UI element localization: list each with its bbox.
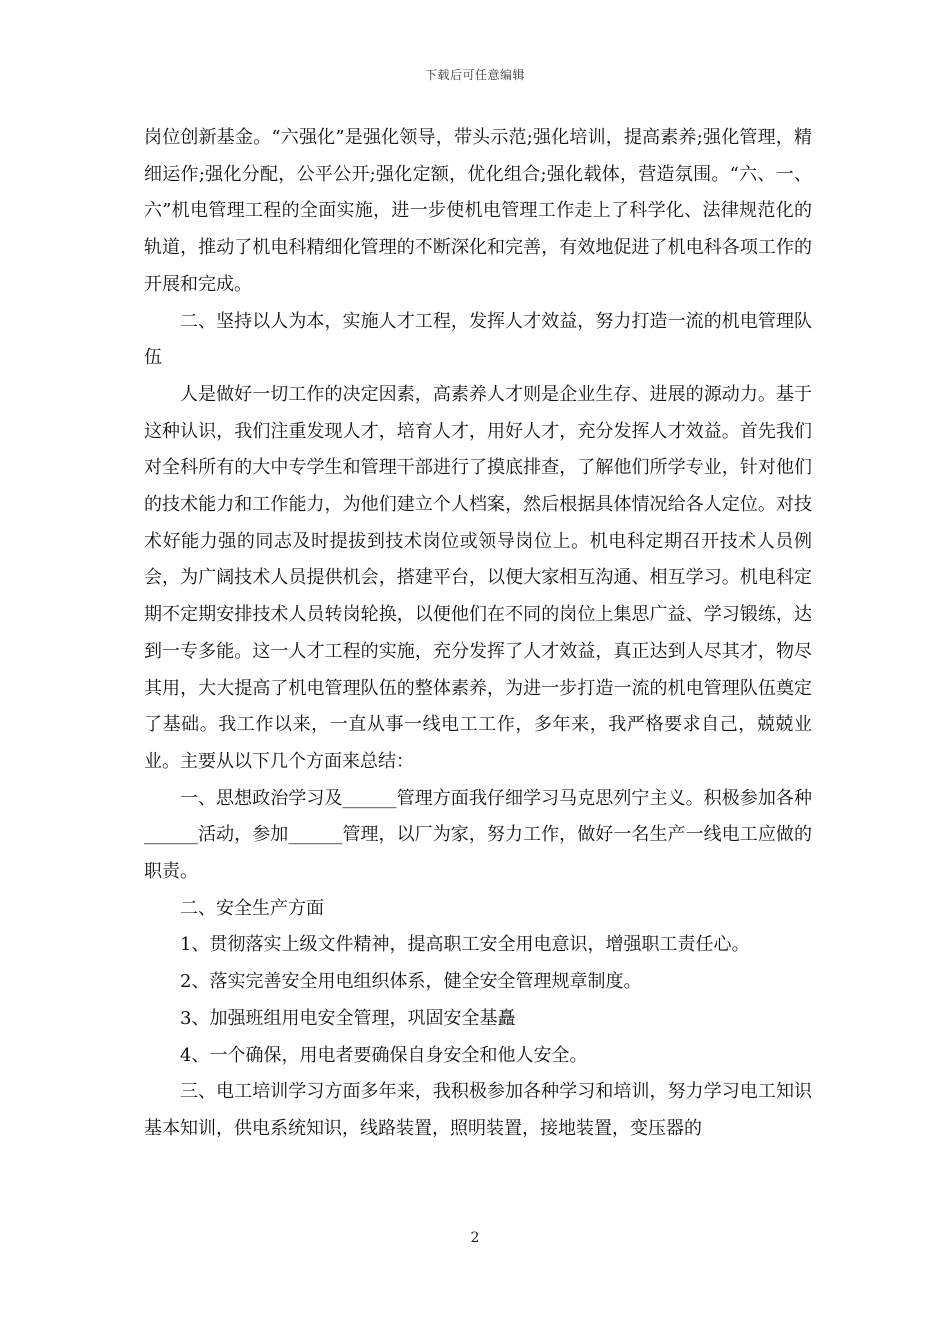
list-item: 4、一个确保，用电者要确保自身安全和他人安全。 [180, 1044, 588, 1066]
section-heading-talent: 二、坚持以人为本，实施人才工程，发挥人才效益，努力打造一流的机电管理队伍 [144, 310, 812, 369]
list-item: 3、加强班组用电安全管理，巩固安全基矗 [180, 1007, 516, 1029]
section-heading-safety: 二、安全生产方面 [180, 897, 324, 919]
list-item: 2、落实完善安全用电组织体系，健全安全管理规章制度。 [180, 971, 642, 993]
page-number: 2 [470, 1230, 480, 1246]
list-item: 1、贯彻落实上级文件精神，提高职工安全用电意识，增强职工责任心。 [180, 934, 750, 956]
section-political-study: 一、思想政治学习及______管理方面我仔细学习马克思列宁主义。积极参加各种______活动，参加______管理，以厂为家，努力工作，做好一名生产一线电工应做的职责。 [144, 787, 812, 883]
paragraph-innovation-fund: 岗位创新基金。“六强化”是强化领导，带头示范;强化培训，提高素养;强化管理，精细运作;强化分配，公平公开;强化定额，优化组合;强化载体，营造氛围。“六、一、六”机电管理工程的全面实施，进一步使机电管理工作走上了科学化、法律规范化的轨道，推动了机电科精细化管理的不断深化和完善，有效地促进了机电科各项工作的开展和完成。 [144, 127, 812, 295]
page-header: 下载后可任意编辑 [424, 68, 525, 82]
document-body [144, 120, 812, 1148]
paragraph-talent-project: 人是做好一切工作的决定因素，高素养人才则是企业生存、进展的源动力。基于这种认识，我们注重发现人才，培育人才，用好人才，充分发挥人才效益。首先我们对全科所有的大中专学生和管理干部进行了摸底排查，了解他们所学专业，针对他们的技术能力和工作能力，为他们建立个人档案，然后根据具体情况给各人定位。对技术好能力强的同志及时提拔到技术岗位或领导岗位上。机电科定期召开技术人员例会，为广阔技术人员提供机会，搭建平台，以便大家相互沟通、相互学习。机电科定期不定期安排技术人员转岗轮换，以便他们在不同的岗位上集思广益、学习锻练，达到一专多能。这一人才工程的实施，充分发挥了人才效益，真正达到人尽其才，物尽其用，大大提高了机电管理队伍的整体素养，为进一步打造一流的机电管理队伍奠定了基础。我工作以来，一直从事一线电工工作，多年来，我严格要求自己，兢兢业业。主要从以下几个方面来总结： [144, 383, 812, 772]
section-training: 三、电工培训学习方面多年来，我积极参加各种学习和培训，努力学习电工知识基本知训，供电系统知识，线路装置，照明装置，接地装置，变压器的 [144, 1081, 812, 1139]
